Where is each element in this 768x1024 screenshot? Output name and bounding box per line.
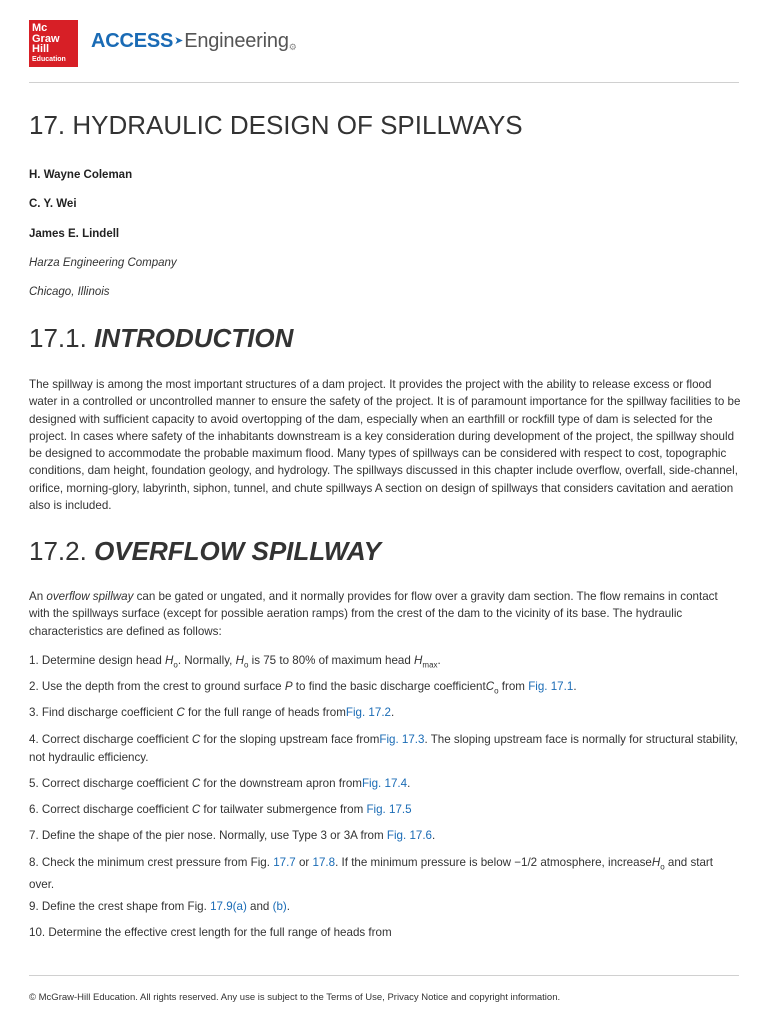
affiliation-company: Harza Engineering Company — [29, 257, 177, 269]
symbol-C: C — [191, 733, 201, 746]
brand-engineering: Engineering — [184, 30, 289, 52]
symbol-C: C — [485, 680, 495, 693]
text-run: for tailwater submergence from — [200, 803, 367, 816]
text-run: 4. Correct discharge coefficient — [29, 733, 192, 746]
logo-line-4: Education — [32, 55, 66, 63]
introduction-paragraph: The spillway is among the most important structures of a dam project. It provides the project with the ability to release excess or flood water in a controlled or uncontrolled manner to ensure the safety of the project. It is of paramount importance for the spillway facilities to be designed with sufficient capacity to avoid overtopping of the dam, especially when an earthfill or rockfill type of dam is selected for the project. In cases where safety of the inhabitants downstream is a key consideration during development of the project, the spillway should be designed to accommodate the probable maximum flood. Many types of spillways can be considered with respect to cost, topographic conditions, dam height, foundation geology, and hydrology. The spillways discussed in this chapter include overflow, overfall, side-channel, orifice, morning-glory, labyrinth, siphon, tunnel, and chute spillways A section on design of spillways that considers cavitation and aeration also is included. — [29, 378, 741, 513]
step-7 — [29, 827, 741, 845]
subscript: max — [422, 660, 438, 670]
text-run: . — [573, 680, 577, 693]
text-run: . Normally, — [177, 654, 236, 667]
symbol-H: H — [235, 654, 244, 667]
author-2: C. Y. Wei — [29, 198, 77, 210]
text-run: . — [432, 829, 436, 842]
logo-line-3: Hill — [32, 43, 50, 55]
text-run: 7. Define the shape of the pier nose. Normally, use Type 3 or 3A from — [29, 829, 387, 842]
text-run: is 75 to 80% of maximum head — [248, 654, 415, 667]
section-number: 17.1. — [29, 323, 95, 353]
step-8 — [29, 854, 741, 894]
text-run: . If the minimum pressure is below −1/2 atmosphere, increase — [335, 856, 652, 869]
fig-17-9a-link[interactable]: 17.9(a) — [210, 900, 247, 913]
fig-17-4-link[interactable]: Fig. 17.4 — [361, 777, 408, 790]
step-1 — [29, 652, 741, 674]
logo-line-1: Mc — [32, 22, 48, 34]
text-run: and start over. — [29, 856, 713, 892]
section-title: INTRODUCTION — [94, 323, 294, 353]
text-run: to find the basic discharge coefficient — [292, 680, 486, 693]
section-heading-introduction — [29, 323, 293, 354]
text-run: . The sloping upstream face is normally for structural stability, not hydraulic efficiency. — [29, 733, 738, 764]
text-run: . — [407, 777, 411, 790]
step-6 — [29, 801, 741, 819]
subscript: o — [660, 862, 665, 872]
affiliation-location: Chicago, Illinois — [29, 286, 110, 298]
text-run: and — [246, 900, 273, 913]
header-divider — [29, 82, 739, 83]
text-run: from — [498, 680, 529, 693]
logo-line-2: Graw — [32, 32, 60, 45]
text-run: for the sloping upstream face from — [200, 733, 380, 746]
step-2 — [29, 678, 741, 700]
text-run: 10. Determine the effective crest length for the full range of heads from — [29, 926, 392, 939]
fig-17-7-link[interactable]: 17.7 — [273, 856, 296, 869]
footer-divider — [29, 975, 739, 976]
fig-17-2-link[interactable]: Fig. 17.2 — [345, 706, 391, 719]
symbol-H: H — [165, 654, 174, 667]
symbol-C: C — [191, 803, 201, 816]
text-run: or — [295, 856, 313, 869]
chapter-title: 17. HYDRAULIC DESIGN OF SPILLWAYS — [29, 110, 523, 140]
subscript: o — [243, 660, 249, 670]
text-run: 2. Use the depth from the crest to ground surface — [29, 680, 285, 693]
text-run: 3. Find discharge coefficient — [29, 706, 177, 719]
fig-17-8-link[interactable]: 17.8 — [312, 856, 336, 869]
overflow-intro-paragraph — [29, 588, 741, 640]
author-3: James E. Lindell — [29, 228, 120, 240]
text-run: An — [29, 590, 47, 603]
access-engineering-logo[interactable] — [91, 30, 297, 53]
fig-17-5-link[interactable]: Fig. 17.5 — [366, 803, 412, 816]
author-1: H. Wayne Coleman — [29, 169, 133, 181]
text-run: 8. Check the minimum crest pressure from Fig. — [29, 856, 274, 869]
step-5 — [29, 775, 741, 793]
text-run: . — [286, 900, 291, 913]
text-run: for the full range of heads from — [184, 706, 346, 719]
symbol-P: P — [284, 680, 293, 693]
symbol-H: H — [414, 654, 423, 667]
text-run: 1. Determine design head — [29, 654, 165, 667]
subscript: o — [494, 686, 499, 696]
fig-17-1-link[interactable]: Fig. 17.1 — [528, 680, 574, 693]
step-3 — [29, 704, 741, 722]
symbol-C: C — [191, 777, 201, 790]
text-run: 9. Define the crest shape from Fig. — [29, 900, 211, 913]
symbol-C: C — [176, 706, 185, 719]
text-run: . — [437, 654, 441, 667]
fig-17-9b-link[interactable]: (b) — [272, 900, 287, 913]
section-title: OVERFLOW SPILLWAY — [94, 536, 382, 566]
section-heading-overflow-spillway — [29, 536, 381, 567]
brand-access: ACCESS — [91, 30, 174, 52]
fig-17-6-link[interactable]: Fig. 17.6 — [386, 829, 433, 842]
step-10 — [29, 924, 741, 942]
text-run: 6. Correct discharge coefficient — [29, 803, 192, 816]
section-number: 17.2. — [29, 536, 95, 566]
text-run: 5. Correct discharge coefficient — [29, 777, 192, 790]
text-run: for the downstream apron from — [200, 777, 362, 790]
header — [29, 20, 739, 68]
text-run: . — [391, 706, 395, 719]
step-4 — [29, 731, 741, 767]
fig-17-3-link[interactable]: Fig. 17.3 — [379, 733, 425, 746]
step-9 — [29, 898, 741, 916]
subscript: o — [173, 660, 178, 670]
gear-icon: ⚙ — [288, 42, 297, 52]
term-overflow-spillway: overflow spillway — [46, 590, 134, 603]
copyright-footer: © McGraw-Hill Education. All rights reserved. Any use is subject to the Terms of Use, Privacy Notice and copyright information. — [29, 992, 561, 1003]
text-run: can be gated or ungated, and it normally provides for flow over a gravity dam section. The flow remains in contact with the spillways surface (except for possible aeration ramps) from the crest of the dam to the vicinity of its base. The hydraulic characteristics are defined as follows: — [29, 590, 718, 638]
symbol-H: H — [651, 856, 661, 869]
arrow-icon: ➤ — [174, 35, 184, 47]
mcgraw-hill-logo[interactable] — [29, 20, 78, 67]
